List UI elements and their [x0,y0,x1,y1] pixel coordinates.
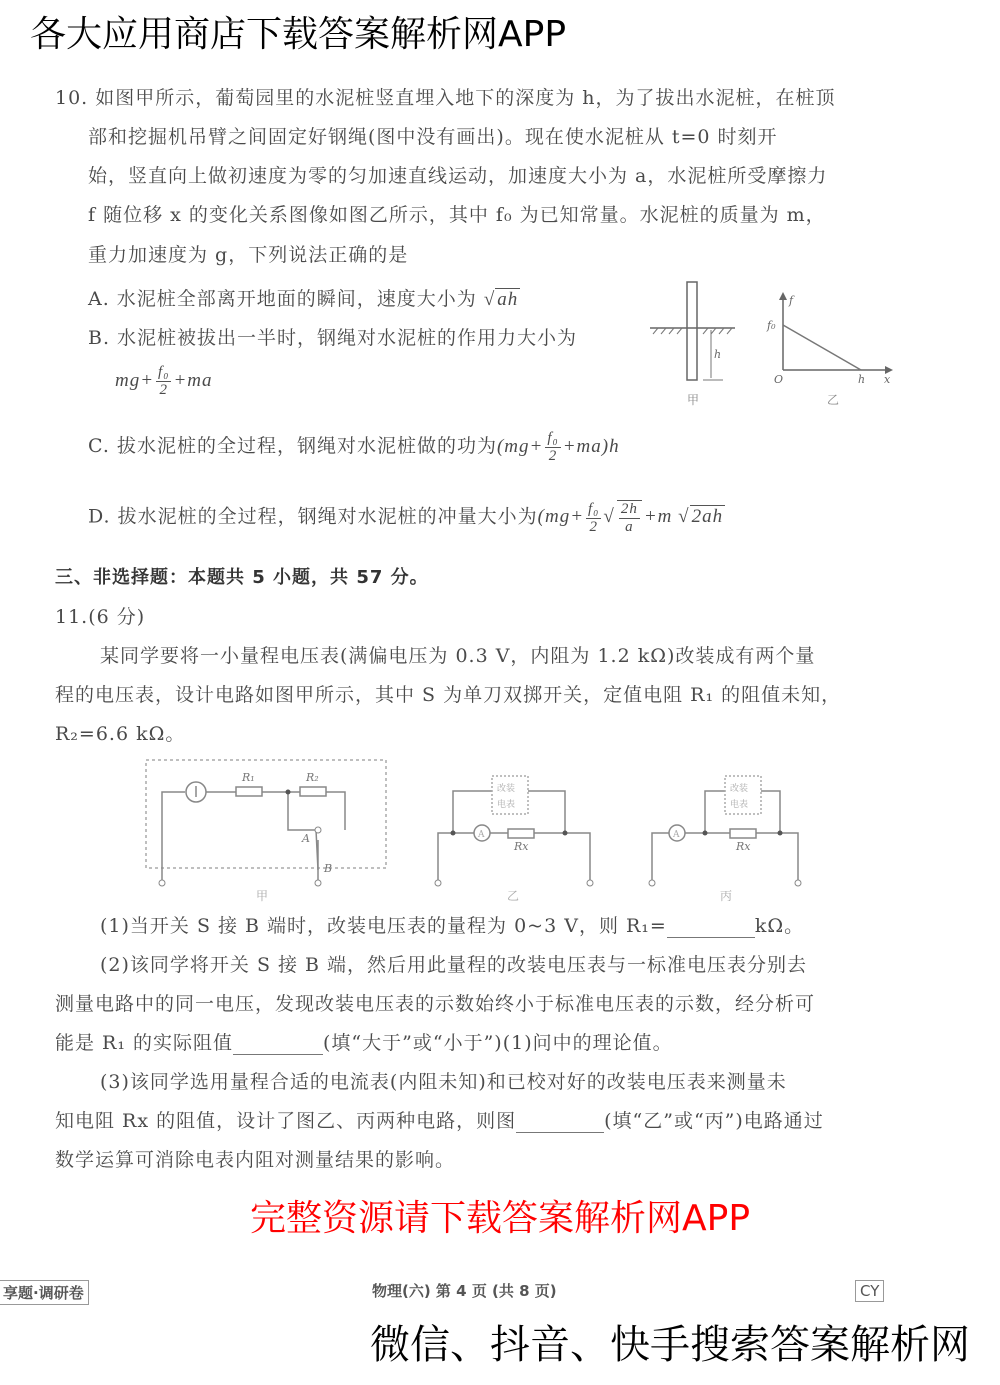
label-h: h [858,373,866,386]
sub-3-text: 知电阻 Rx 的阻值，设计了图乙、丙两种电路，则图 [55,1110,517,1132]
q11-sub-2-line-3 [55,1028,673,1055]
meter-label: 改装 [497,784,516,794]
figure-jia-caption: 甲 [687,393,700,407]
fraction-denominator: 2 [548,448,558,464]
q10-option-b-formula [115,364,212,399]
q11-paragraph-1: 某同学要将一小量程电压表(满偏电压为 0.3 V，内阻为 1.2 kΩ)改装成有两个量 [100,645,816,667]
option-c-text: C. 拔水泥桩的全过程，钢绳对水泥桩做的功为 [88,434,497,457]
q10-option-d: D. 拔水泥桩的全过程，钢绳对水泥桩的冲量大小为(mg+ $\frac{\text{f₀}}{2}$ √ $\frac{2h}{a}$ +m √ 2ah [88,500,724,535]
watermark-bottom-right: 微信、抖音、快手搜索答案解析网 [370,1322,970,1368]
fraction-denominator: a [625,519,634,535]
section-3-heading: 三、非选择题：本题共 5 小题，共 57 分。 [55,567,429,588]
formula-part: mg+ [115,369,155,391]
option-d-text: D. 拔水泥桩的全过程，钢绳对水泥桩的冲量大小为 [88,505,538,528]
caption-yi: 乙 [507,889,520,903]
figure-yi-caption: 乙 [827,393,840,407]
label-r1: R₁ [242,771,255,784]
unit-kohm: kΩ。 [754,915,805,937]
fraction-numerator: f₀ [547,430,559,446]
label-rx: Rx [514,840,529,853]
q10-line-2: 部和挖掘机吊臂之间固定好钢绳(图中没有画出)。现在使水泥桩从 t=0 时刻开 [88,126,778,148]
label-a: A [302,832,310,845]
label-rx: Rx [736,840,751,853]
footer-brand: 享题·调研卷 [0,1280,89,1305]
formula-part: +ma [173,369,213,391]
origin-o: O [774,373,784,386]
fraction-numerator: f₀ [588,500,600,517]
formula-part: +m [643,506,673,528]
caption-jia: 甲 [256,889,269,903]
label-h: h [714,348,722,361]
formula-part: (mg+ [537,506,585,528]
fraction-numerator: 2h [620,501,638,517]
sub-2-text: (填“大于”或“小于”)(1)问中的理论值。 [323,1032,673,1054]
q10-option-c [88,430,620,465]
footer-page-number: 物理(六) 第 4 页 (共 8 页) [372,1282,557,1300]
label-b: B [324,862,333,875]
figure-jia-pile [645,278,745,408]
q10-option-a: A. 水泥桩全部离开地面的瞬间，速度大小为 √ ah [88,288,519,310]
q11-paragraph-3: R₂=6.6 kΩ。 [55,723,186,745]
q11-sub-2-line-2: 测量电路中的同一电压，发现改装电压表的示数始终小于标准电压表的示数，经分析可 [55,993,816,1015]
q11-header: 11.(6 分) [55,606,146,628]
circuit-diagrams [140,750,820,910]
q11-sub-3-line-3: 数学运算可消除电表内阻对测量结果的影响。 [55,1149,456,1171]
watermark-top-left: 各大应用商店下载答案解析网APP [30,14,567,55]
option-a-text: A. 水泥桩全部离开地面的瞬间，速度大小为 [88,288,477,310]
sub-2-text: 能是 R₁ 的实际阻值 [55,1032,234,1054]
sub-3-text: (填“乙”或“丙”)电路通过 [604,1110,824,1132]
figure-yi-graph [765,290,895,410]
label-f0: f₀ [767,319,776,332]
q11-sub-1 [100,911,804,938]
q10-option-b: B. 水泥桩被拔出一半时，钢绳对水泥桩的作用力大小为 [88,327,578,349]
svg-text:A: A [673,830,680,840]
meter-label: 电表 [730,800,749,810]
answer-blank-2[interactable] [233,1036,323,1055]
caption-bing: 丙 [720,889,733,903]
axis-f: f [789,294,794,307]
label-r2: R₂ [306,771,319,784]
answer-blank-1[interactable] [667,919,755,938]
q11-paragraph-2: 程的电压表，设计电路如图甲所示，其中 S 为单刀双掷开关，定值电阻 R₁ 的阻值未知， [55,684,842,706]
footer-code: CY [855,1280,884,1302]
q11-sub-2-line-1: (2)该同学将开关 S 接 B 端，然后用此量程的改装电压表与一标准电压表分别去 [100,954,808,976]
fraction-denominator: 2 [589,518,598,535]
answer-blank-3[interactable] [516,1114,604,1133]
q10-line-4: f 随位移 x 的变化关系图像如图乙所示，其中 f₀ 为已知常量。水泥桩的质量为 m， [88,204,826,226]
fraction-numerator: f₀ [158,364,170,380]
q10-line-1: 10. 如图甲所示，葡萄园里的水泥桩竖直埋入地下的深度为 h，为了拔出水泥桩，在桩顶 [55,87,836,109]
formula-part: 2ah [691,506,724,528]
axis-x: x [884,373,891,386]
meter-label: 改装 [730,784,749,794]
q10-line-5: 重力加速度为 g，下列说法正确的是 [88,244,409,266]
q11-sub-3-line-1: (3)该同学选用量程合适的电流表(内阻未知)和已校对好的改装电压表来测量未 [100,1071,787,1093]
option-a-math: ah [497,289,519,310]
svg-text:A: A [478,830,485,840]
formula-part: (mg+ [496,435,544,457]
watermark-center-red: 完整资源请下载答案解析网APP [250,1198,751,1239]
q10-line-3: 始，竖直向上做初速度为零的匀加速直线运动，加速度大小为 a，水泥桩所受摩擦力 [88,165,828,187]
sub-1-text: (1)当开关 S 接 B 端时，改装电压表的量程为 0~3 V，则 R₁= [100,915,667,937]
formula-part: +ma)h [562,435,620,457]
meter-label: 电表 [497,800,516,810]
q11-sub-3-line-2 [55,1106,824,1133]
fraction-denominator: 2 [159,382,168,398]
